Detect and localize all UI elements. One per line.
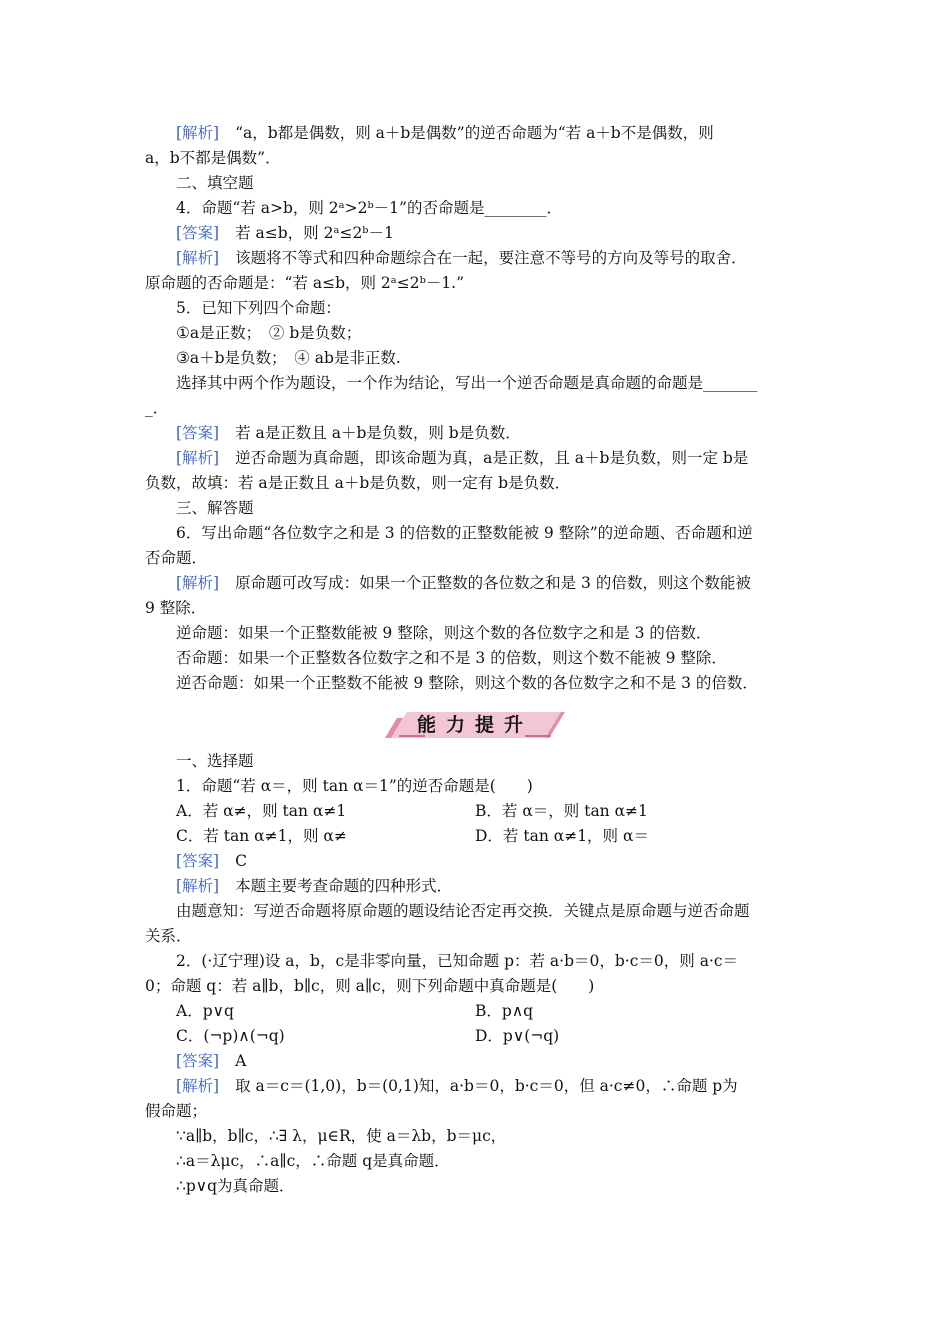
- options-row: [176, 1001, 841, 1021]
- answer-line: [答案] 若 a≤b，则 2ᵃ≤2ᵇ－1: [176, 224, 394, 242]
- text-line: [解析] “a，b都是偶数，则 a＋b是偶数”的逆否命题为“若 a＋b不是偶数，则: [176, 124, 714, 142]
- option-c: C．若 tan α≠1，则 α≠: [176, 827, 347, 845]
- answer-line: [答案] C: [176, 852, 247, 870]
- answer-tag: [答案]: [176, 224, 220, 242]
- text-line: 负数，故填：若 a是正数且 a＋b是负数，则一定有 b是负数．: [145, 474, 571, 492]
- analysis-tag: [解析]: [176, 249, 220, 267]
- text-line: 否命题：如果一个正整数各位数字之和不是 3 的倍数，则这个数不能被 9 整除．: [176, 649, 727, 667]
- analysis-tag: [解析]: [176, 1077, 220, 1095]
- analysis-line: [解析] 本题主要考查命题的四种形式．: [176, 877, 453, 895]
- answer-tag: [答案]: [176, 1052, 220, 1070]
- text-line: _．: [145, 399, 169, 417]
- question-4: 4．命题“若 a>b，则 2ᵃ>2ᵇ－1”的否命题是________．: [176, 199, 562, 217]
- answer-tag: [答案]: [176, 852, 220, 870]
- option-a: A．p∨q: [176, 1002, 234, 1020]
- answer-line: [答案] A: [176, 1052, 247, 1070]
- options-row: [176, 826, 841, 846]
- analysis-tag: [解析]: [176, 574, 220, 592]
- analysis-tag: [解析]: [176, 877, 220, 895]
- section-heading-solve: 三、解答题: [176, 499, 254, 517]
- text-line: 原命题的否命题是：“若 a≤b，则 2ᵃ≤2ᵇ－1.”: [145, 274, 465, 292]
- option-a: A．若 α≠，则 tan α≠1: [176, 802, 347, 820]
- text-line: 由题意知：写逆否命题将原命题的题设结论否定再交换．关键点是原命题与逆否命题: [176, 902, 750, 920]
- option-b: B．p∧q: [475, 1002, 534, 1020]
- text-line: ∴p∨q为真命题．: [176, 1177, 295, 1195]
- section-banner: [385, 708, 565, 740]
- section-heading-choice: 一、选择题: [176, 752, 254, 770]
- answer-line: [答案] 若 a是正数且 a＋b是负数，则 b是负数．: [176, 424, 521, 442]
- text-line: 关系．: [145, 927, 192, 945]
- text-line: a，b不都是偶数”．: [145, 149, 281, 167]
- option-d: D．若 tan α≠1，则 α＝: [475, 827, 649, 845]
- option-d: D．p∨(¬q): [475, 1027, 560, 1045]
- option-c: C．(¬p)∧(¬q): [176, 1027, 285, 1045]
- text-line: ∵a∥b，b∥c，∴∃ λ，μ∈R，使 a＝λb，b＝μc，: [176, 1127, 507, 1145]
- section-title: 能力提升: [416, 714, 533, 736]
- question-5: 5．已知下列四个命题：: [176, 299, 341, 317]
- text-line: 9 整除．: [145, 599, 207, 617]
- text-line: ∴a＝λμc，∴a∥c，∴命题 q是真命题．: [176, 1152, 450, 1170]
- section-heading-fill-blank: 二、填空题: [176, 174, 254, 192]
- text-line: 选择其中两个作为题设，一个作为结论，写出一个逆否命题是真命题的命题是_______: [176, 374, 758, 392]
- option-b: B．若 α＝，则 tan α≠1: [475, 802, 648, 820]
- text-line: 逆命题：如果一个正整数能被 9 整除，则这个数的各位数字之和是 3 的倍数．: [176, 624, 712, 642]
- text-line: ①a是正数； ② b是负数；: [176, 324, 362, 342]
- options-row: [176, 801, 841, 821]
- text-line: ③a＋b是负数； ④ ab是非正数.: [176, 349, 401, 367]
- analysis-line: [解析] 原命题可改写成：如果一个正整数的各位数之和是 3 的倍数，则这个数能被: [176, 574, 751, 592]
- question-6: 6．写出命题“各位数字之和是 3 的倍数的正整数能被 9 整除”的逆命题、否命题和逆: [176, 524, 753, 542]
- analysis-line: [解析] 取 a＝c＝(1,0)，b＝(0,1)知，a·b＝0，b·c＝0，但 a·c≠0，∴命题 p为: [176, 1077, 738, 1095]
- answer-tag: [答案]: [176, 424, 220, 442]
- text-line: 逆否命题：如果一个正整数不能被 9 整除，则这个数的各位数字之和不是 3 的倍数．: [176, 674, 758, 692]
- analysis-tag: [解析]: [176, 124, 220, 142]
- text-line: 假命题；: [145, 1102, 208, 1120]
- analysis-line: [解析] 逆否命题为真命题，即该命题为真，a是正数，且 a＋b是负数，则一定 b是: [176, 449, 749, 467]
- text-line: 0；命题 q：若 a∥b，b∥c，则 a∥c，则下列命题中真命题是( ): [145, 977, 595, 995]
- analysis-line: [解析] 该题将不等式和四种命题综合在一起，要注意不等号的方向及等号的取舍．: [176, 249, 747, 267]
- question-2: 2．(·辽宁理)设 a，b，c是非零向量，已知命题 p：若 a·b＝0，b·c＝0，则 a·c＝: [176, 952, 739, 970]
- question-1: 1．命题“若 α＝，则 tan α＝1”的逆否命题是( ): [176, 777, 533, 795]
- text-line: 否命题．: [145, 549, 208, 567]
- analysis-tag: [解析]: [176, 449, 220, 467]
- options-row: [176, 1026, 841, 1046]
